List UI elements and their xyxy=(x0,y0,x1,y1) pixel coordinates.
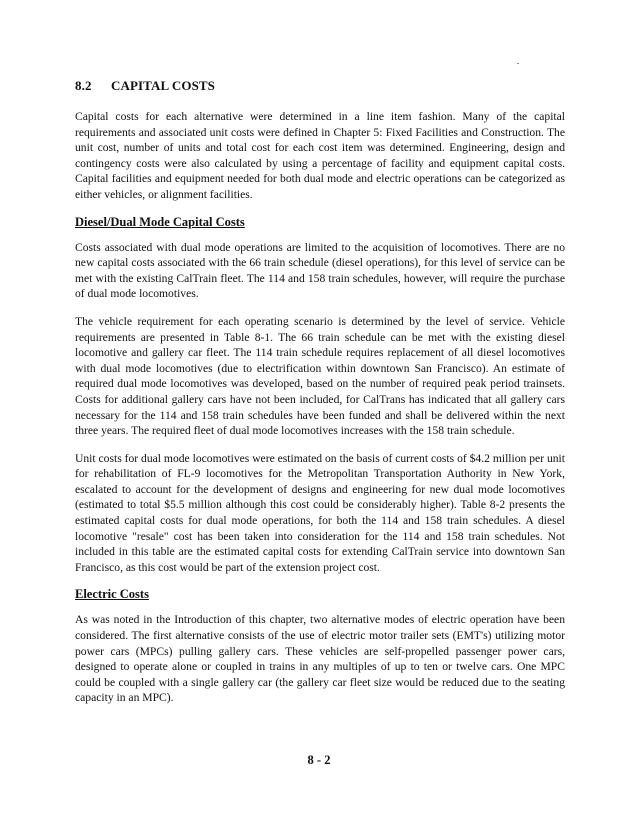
section-heading xyxy=(75,78,565,94)
diesel-dual-mode-heading: Diesel/Dual Mode Capital Costs xyxy=(75,214,245,229)
document-page xyxy=(75,78,565,718)
section-title: CAPITAL COSTS xyxy=(111,78,216,93)
electric-paragraph-1: As was noted in the Introduction of this chapter, two alternative modes of electric operation have been considered. The first alternative consists of the use of electric motor trailer sets (EMT's) utilizing motor power cars (MPCs) pulling gallery cars. These vehicles are self-propelled passenger power cars, designed to operate alone or coupled in trains in any multiples of up to ten or twelve cars. One MPC could be coupled with a single gallery car (the gallery car fleet size would be reduced due to the seating capacity in an MPC). xyxy=(75,613,565,705)
diesel-paragraph-1: Costs associated with dual mode operations are limited to the acquisition of locomotives. There are no new capital costs associated with the 66 train schedule (diesel operations), for this level of service can be met with the existing CalTrain fleet. The 114 and 158 train schedules, however, will require the purchase of dual mode locomotives. xyxy=(75,240,565,301)
page-number: 8 - 2 xyxy=(307,753,331,767)
diesel-paragraph-3: Unit costs for dual mode locomotives were estimated on the basis of current costs of $4.2 million per unit for rehabilitation of FL-9 locomotives for the Metropolitan Transportation Authority in New York, escalated to account for the development of designs and engineering for new dual mode locomotives (estimated to total $5.5 million although this cost could be considerably higher). Table 8-2 presents the estimated capital costs for dual mode operations, for both the 114 and 158 train schedules. A diesel locomotive "resale" cost has been taken into consideration for the 114 and 158 train schedules. Not included in this table are the estimated capital costs for extending CalTrain service into downtown San Francisco, as this cost would be part of the extension project cost. xyxy=(75,451,565,574)
scan-speck xyxy=(517,63,519,64)
diesel-paragraph-2: The vehicle requirement for each operating scenario is determined by the level of service. Vehicle requirements are presented in Table 8-1. The 66 train schedule can be met with the existing diesel locomotive and gallery car fleet. The 114 train schedule requires replacement of all diesel locomotives with dual mode locomotives (due to electrification within downtown San Francisco). An estimate of required dual mode locomotives was developed, based on the number of required peak period trainsets. Costs for additional gallery cars have not been included, for CalTrans has indicated that all gallery cars necessary for the 114 and 158 train schedules have been funded and shall be delivered within the next three years. The required fleet of dual mode locomotives increases with the 158 train schedule. xyxy=(75,314,565,438)
electric-costs-heading: Electric Costs xyxy=(75,587,149,602)
section-number: 8.2 xyxy=(75,78,92,93)
intro-paragraph: Capital costs for each alternative were determined in a line item fashion. Many of the capital requirements and associated unit costs were defined in Chapter 5: Fixed Facilities and Construction. The unit cost, number of units and total cost for each cost item was determined. Engineering, design and contingency costs were also calculated by using a percentage of facility and equipment capital costs. Capital facilities and equipment needed for both dual mode and electric operations can be categorized as either vehicles, or alignment facilities. xyxy=(75,110,565,201)
